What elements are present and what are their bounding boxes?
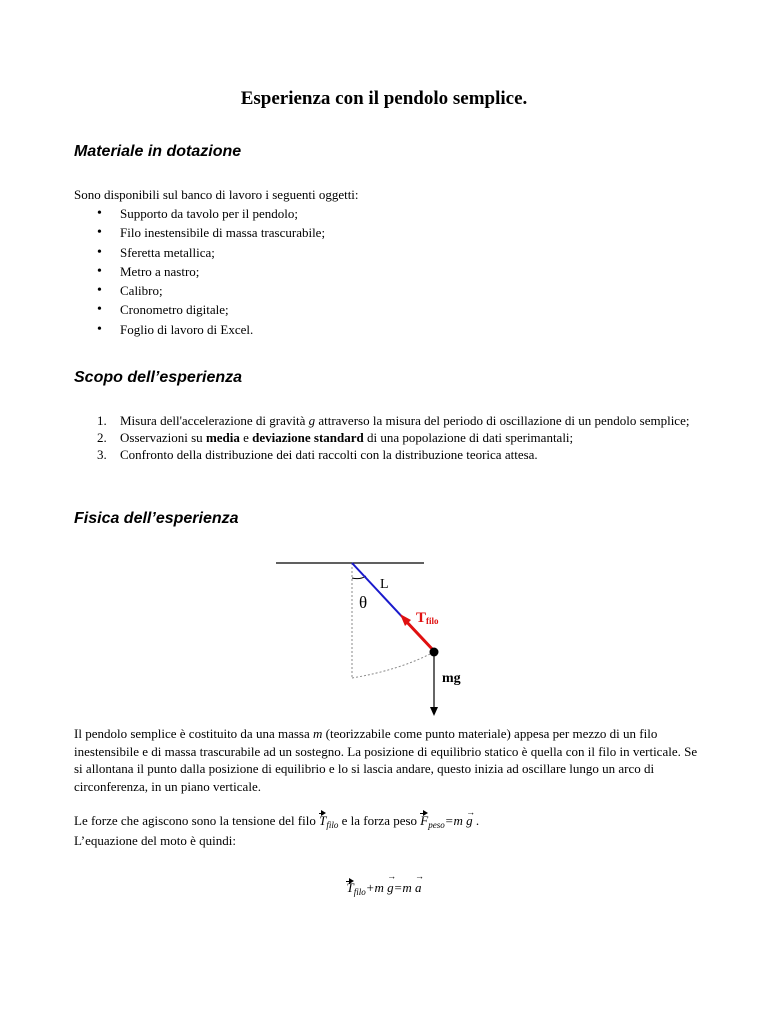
paragraph-pendolo: Il pendolo semplice è costituito da una massa m (teorizzabile come punto materiale) appesa per mezzo di un filo inestensibile e di massa trascurabile ad un sostegno. La posizione di equilibrio statico è quella con il filo in verticale. Se si allontana il punto dalla posizione di equilibrio e lo si lascia andare, questo inizia ad oscillare lungo un arco di circonferenza, in un piano verticale. [74, 726, 698, 794]
swing-arc [352, 652, 434, 678]
equation-intro: L’equazione del moto è quindi: [74, 833, 236, 848]
list-item: • Filo inestensibile di massa trascurabile; [74, 223, 325, 242]
list-item: • Sferetta metallica; [74, 243, 325, 262]
list-item: 2. Osservazioni su media e deviazione standard di una popolazione di dati sperimantali; [97, 430, 574, 445]
list-item: • Metro a nastro; [74, 262, 325, 281]
materiale-intro: Sono disponibili sul banco di lavoro i seguenti oggetti: [74, 187, 359, 202]
label-L: L [380, 577, 389, 592]
list-item: • Foglio di lavoro di Excel. [74, 320, 325, 339]
scopo-list [74, 412, 694, 463]
list-item: 1. Misura dell'accelerazione di gravità g attraverso la misura del periodo di oscillazione di un pendolo semplice; [97, 413, 690, 428]
label-theta: θ [359, 593, 368, 612]
list-item: • Supporto da tavolo per il pendolo; [74, 204, 325, 223]
heading-scopo: Scopo dell’esperienza [74, 369, 243, 386]
pendulum-diagram [0, 550, 768, 740]
pendulum-bob [430, 648, 439, 657]
weight-arrowhead [430, 707, 438, 716]
list-item: 3. Confronto della distribuzione dei dati raccolti con la distribuzione teorica attesa. [97, 447, 538, 462]
math-T-filo: $T_{filo}$ [319, 813, 339, 830]
heading-materiale: Materiale in dotazione [74, 143, 242, 160]
heading-fisica: Fisica dell’esperienza [74, 510, 239, 527]
list-item: • Calibro; [74, 281, 325, 300]
label-mg: mg [442, 671, 461, 686]
page-title: Esperienza con il pendolo semplice. [240, 88, 528, 109]
materiale-list [74, 204, 325, 339]
label-tension: Tfilo [416, 610, 439, 626]
paragraph-forze: Le forze che agiscono sono la tensione del filo $T_{filo}$ e la forza peso $F_{peso}=m \to g$ . [74, 812, 704, 835]
math-F-peso: $F_{peso}=m \to g$ [420, 813, 472, 828]
equation-of-motion: $T_{filo}+m \to g=m \to a$ [0, 880, 768, 897]
list-item: • Cronometro digitale; [74, 300, 325, 319]
